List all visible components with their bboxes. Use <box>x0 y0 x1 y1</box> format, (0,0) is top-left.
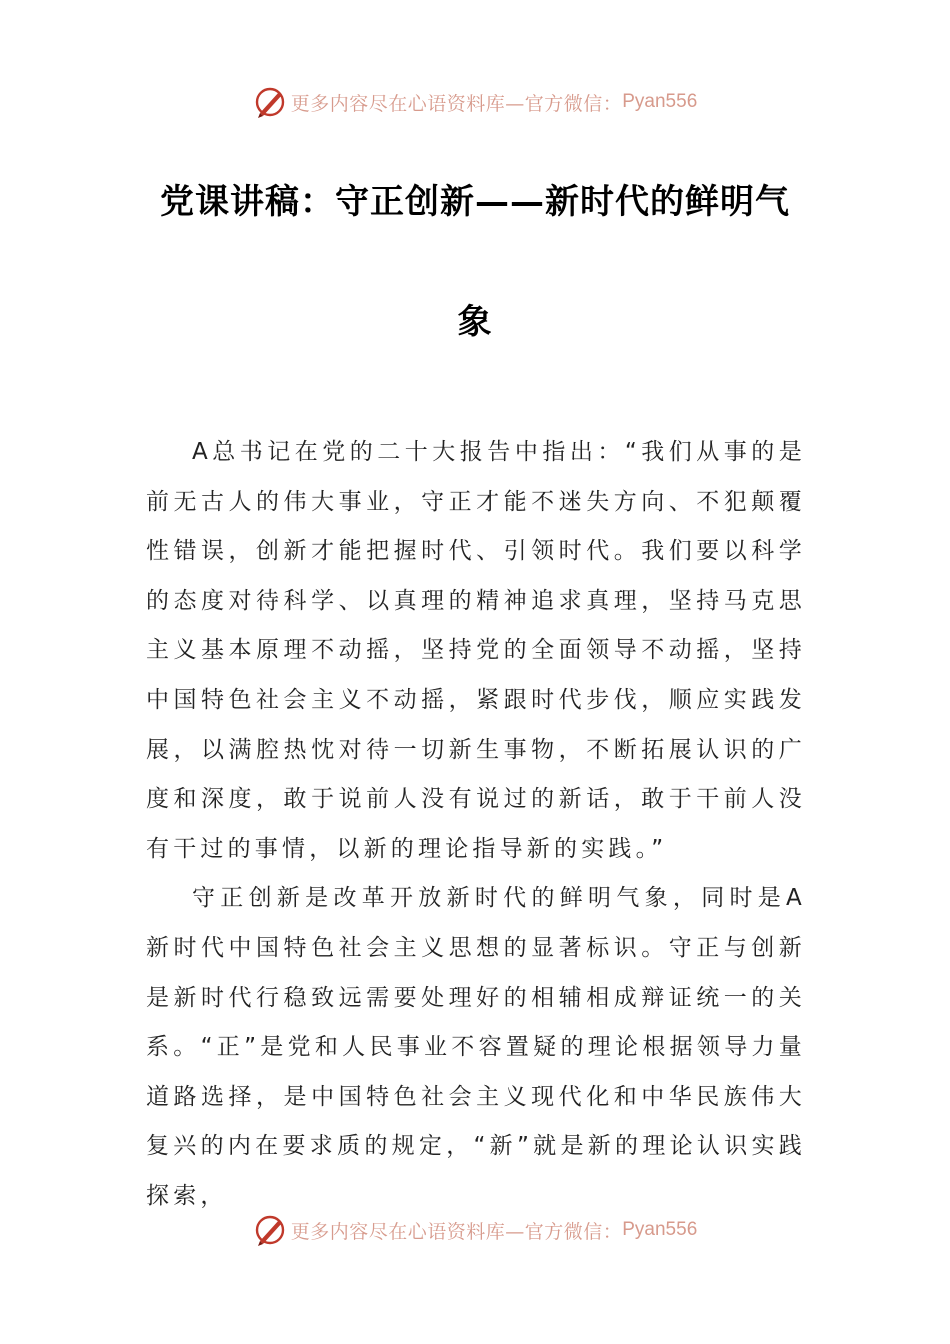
watermark-wechat-id: Pyan556 <box>622 91 698 112</box>
document-title <box>140 172 810 352</box>
title-line-2: 象 <box>457 302 493 342</box>
pen-logo-icon <box>253 85 287 119</box>
watermark-wechat-id: Pyan556 <box>622 1219 698 1240</box>
header-watermark <box>0 82 950 122</box>
pen-logo-icon <box>253 1213 287 1247</box>
title-line-1: 党课讲稿：守正创新——新时代的鲜明气 <box>160 182 790 222</box>
paragraph: A总书记在党的二十大报告中指出：“我们从事的是前无古人的伟大事业，守正才能不迷失方向、不犯颠覆性错误，创新才能把握时代、引领时代。我们要以科学的态度对待科学、以真理的精神追求真理，坚持马克思主义基本原理不动摇，坚持党的全面领导不动摇，坚持中国特色社会主义不动摇，紧跟时代步伐，顺应实践发展，以满腔热忱对待一切新生事物，不断拓展认识的广度和深度，敢于说前人没有说过的新话，敢于干前人没有干过的事情，以新的理论指导新的实践。” <box>146 439 806 862</box>
watermark-text: 更多内容尽在心语资料库—官方微信： <box>290 92 623 115</box>
document-body <box>146 428 806 1222</box>
paragraph: 守正创新是改革开放新时代的鲜明气象，同时是A新时代中国特色社会主义思想的显著标识。守正与创新是新时代行稳致远需要处理好的相辅相成辩证统一的关系。“正”是党和人民事业不容置疑的理论根据领导力量道路选择，是中国特色社会主义现代化和中华民族伟大复兴的内在要求质的规定，“新”就是新的理论认识实践探索， <box>146 885 806 1209</box>
watermark-text: 更多内容尽在心语资料库—官方微信： <box>290 1220 623 1243</box>
footer-watermark <box>0 1210 950 1250</box>
